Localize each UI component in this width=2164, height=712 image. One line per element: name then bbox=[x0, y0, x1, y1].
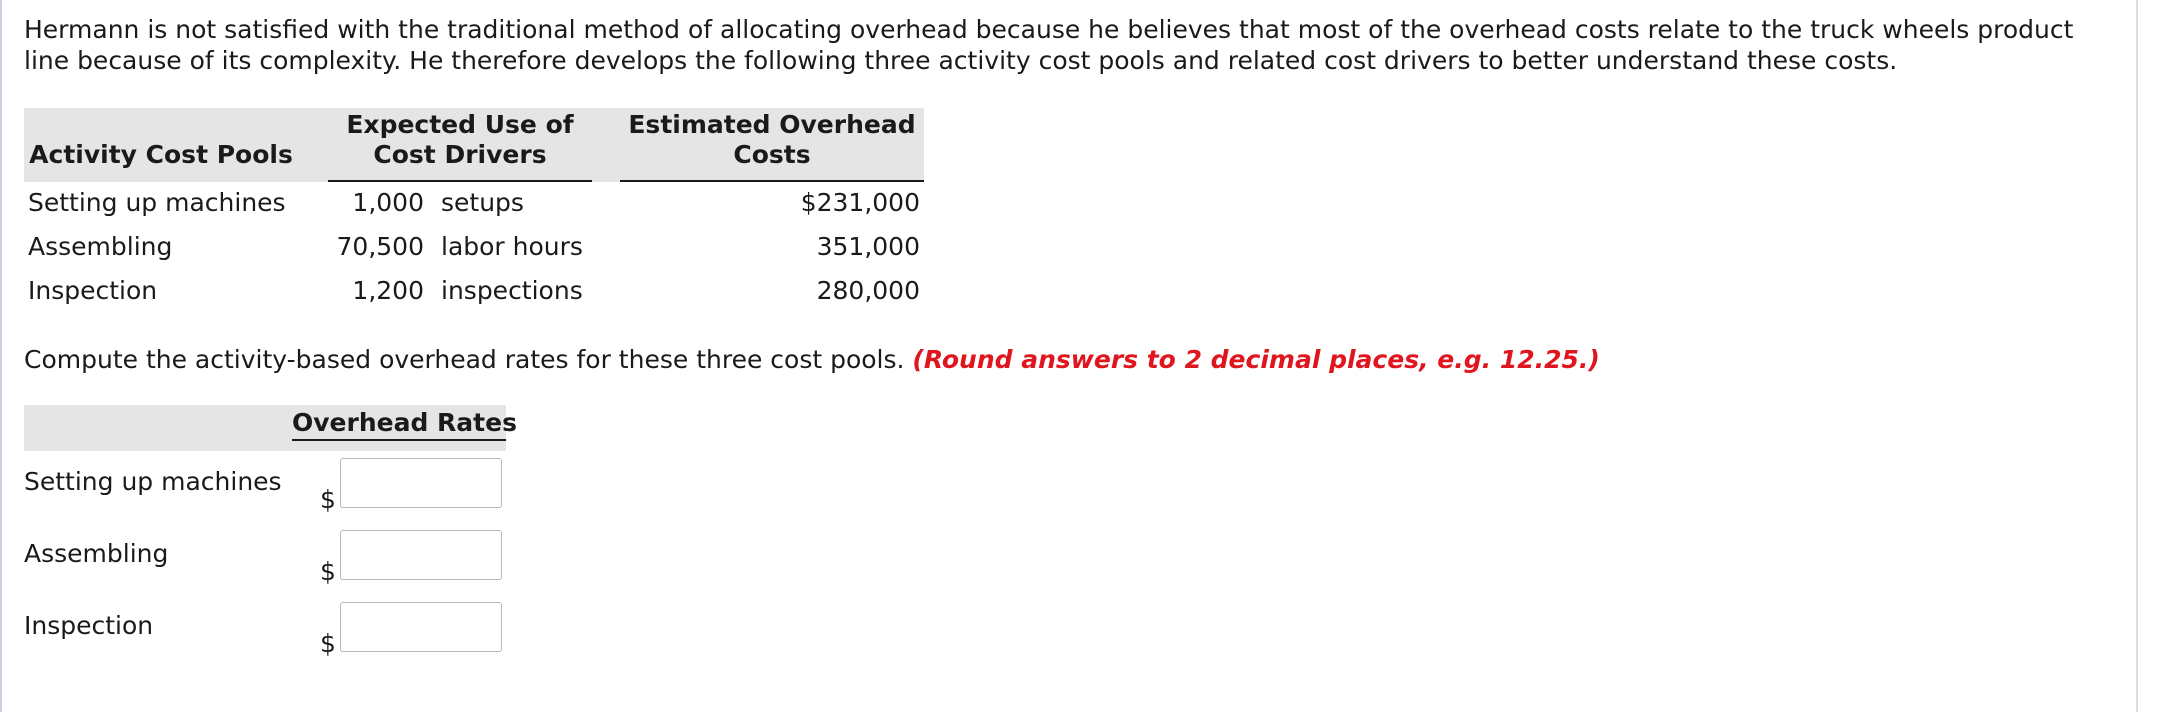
header-rule-costs bbox=[620, 180, 924, 182]
currency-symbol: $ bbox=[320, 485, 336, 514]
row-overhead-cost: 280,000 bbox=[816, 276, 920, 305]
row-pool-name: Setting up machines bbox=[28, 188, 286, 217]
rate-label-assembling: Assembling bbox=[24, 539, 169, 568]
row-pool-name: Inspection bbox=[28, 276, 158, 305]
header-rule-drivers bbox=[328, 180, 592, 182]
overhead-rates-title: Overhead Rates bbox=[292, 408, 517, 437]
currency-symbol: $ bbox=[320, 557, 336, 586]
overhead-rates-rule bbox=[292, 439, 506, 441]
header-estimated-overhead-line1: Estimated Overhead bbox=[628, 110, 916, 139]
currency-symbol: $ bbox=[320, 629, 336, 658]
row-driver-quantity: 70,500 bbox=[336, 232, 424, 261]
row-driver-unit: labor hours bbox=[441, 232, 583, 261]
rate-input-inspection[interactable] bbox=[340, 602, 502, 652]
row-driver-unit: inspections bbox=[441, 276, 583, 305]
row-driver-unit: setups bbox=[441, 188, 524, 217]
problem-intro-text: Hermann is not satisfied with the traditional method of allocating overhead because he believes that most of the overhead costs relate to the truck wheels product line because of its complexity. He therefore develops the following three activity cost pools and related cost drivers to better understand these costs. bbox=[24, 15, 2074, 75]
row-overhead-cost: 351,000 bbox=[816, 232, 920, 261]
header-activity-cost-pools: Activity Cost Pools bbox=[29, 140, 293, 169]
row-driver-quantity: 1,200 bbox=[352, 276, 424, 305]
instruction-text: Compute the activity-based overhead rates for these three cost pools. bbox=[24, 345, 913, 374]
rate-input-setting-up-machines[interactable] bbox=[340, 458, 502, 508]
instruction-line bbox=[24, 344, 1600, 375]
rate-input-assembling[interactable] bbox=[340, 530, 502, 580]
header-expected-use-line1: Expected Use of bbox=[346, 110, 574, 139]
header-expected-use-line2: Cost Drivers bbox=[373, 140, 547, 169]
rate-label-inspection: Inspection bbox=[24, 611, 154, 640]
rounding-hint: (Round answers to 2 decimal places, e.g. 12.25.) bbox=[912, 345, 1600, 374]
header-estimated-overhead-line2: Costs bbox=[733, 140, 811, 169]
page-right-border bbox=[2136, 0, 2138, 712]
row-pool-name: Assembling bbox=[28, 232, 173, 261]
row-driver-quantity: 1,000 bbox=[352, 188, 424, 217]
page-left-border bbox=[0, 0, 2, 712]
rate-label-setting-up-machines: Setting up machines bbox=[24, 467, 282, 496]
row-overhead-cost: $231,000 bbox=[800, 188, 920, 217]
